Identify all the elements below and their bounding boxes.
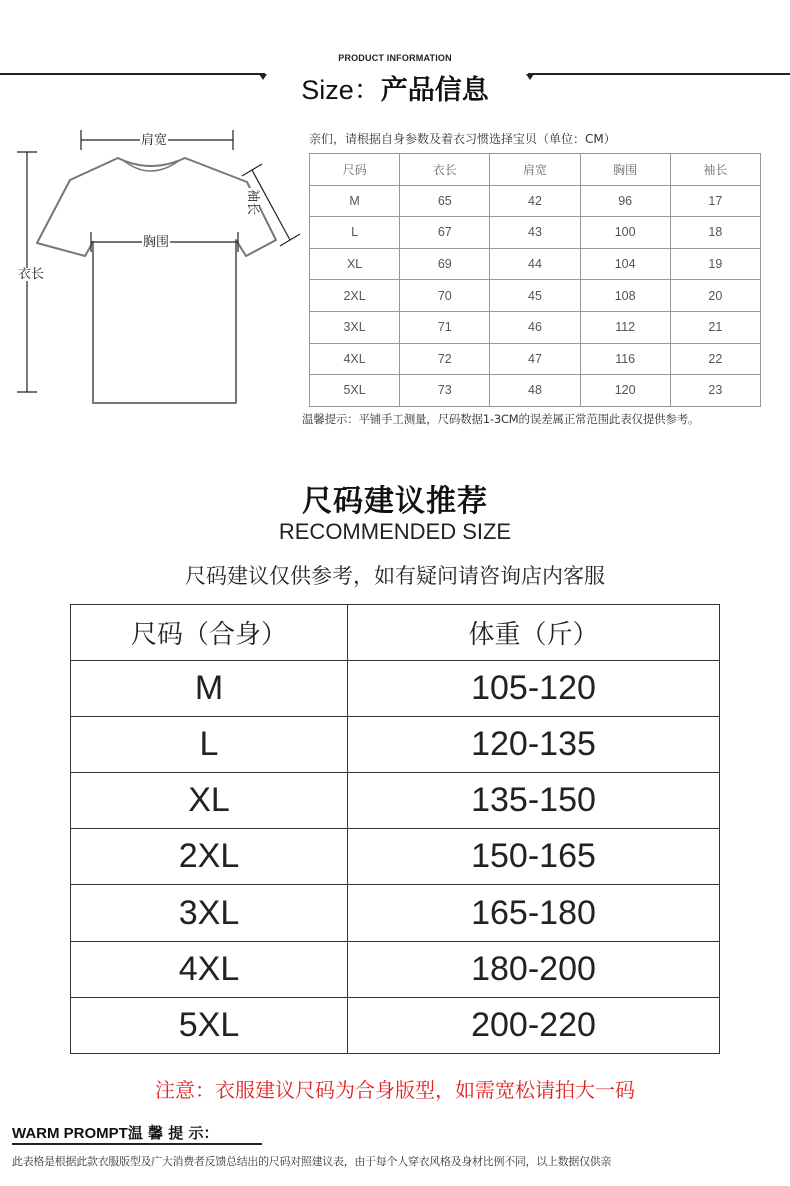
tshirt-outline-icon	[0, 100, 310, 420]
measurement-header-cell: 袖长	[670, 154, 760, 186]
measurement-table	[309, 153, 761, 407]
weight-cell: 105-120	[348, 661, 720, 717]
table-cell: 73	[400, 375, 490, 407]
size-cell: 3XL	[71, 885, 348, 941]
warm-prompt-heading-cn: 温 馨 提 示：	[127, 1124, 219, 1142]
recommendation-header-cell: 尺码（合身）	[71, 605, 348, 661]
table-row	[71, 829, 720, 885]
table-row	[310, 185, 761, 217]
table-cell: 19	[670, 248, 760, 280]
weight-cell: 150-165	[348, 829, 720, 885]
warm-prompt-text: 此表格是根据此款衣服版型及广大消费者反馈总结出的尺码对照建议表，由于每个人穿衣风格及身材比例不同，以上数据仅供亲	[12, 1155, 612, 1168]
size-cell: 2XL	[71, 829, 348, 885]
table-row	[310, 248, 761, 280]
table-cell: 45	[490, 280, 580, 312]
product-information-label: PRODUCT INFORMATION	[338, 53, 452, 63]
table-row	[310, 311, 761, 343]
table-cell: XL	[310, 248, 400, 280]
size-cell: 5XL	[71, 997, 348, 1053]
measurement-header-cell: 衣长	[400, 154, 490, 186]
measurement-header-cell: 肩宽	[490, 154, 580, 186]
table-cell: 96	[580, 185, 670, 217]
table-cell: 104	[580, 248, 670, 280]
table-row	[71, 661, 720, 717]
table-cell: 43	[490, 217, 580, 249]
table-cell: 67	[400, 217, 490, 249]
warm-prompt-rule	[12, 1143, 262, 1145]
table-row	[310, 217, 761, 249]
measurement-tip: 温馨提示：平铺手工测量，尺码数据1-3CM的误差属正常范围此表仅提供参考。	[302, 412, 700, 426]
table-cell: 116	[580, 343, 670, 375]
table-cell: 108	[580, 280, 670, 312]
recommendation-header-row	[71, 605, 720, 661]
table-row	[310, 280, 761, 312]
table-cell: 3XL	[310, 311, 400, 343]
size-cell: M	[71, 661, 348, 717]
length-label: 衣长	[18, 267, 45, 282]
measurement-header-row	[310, 154, 761, 186]
fit-notice: 注意：衣服建议尺码为合身版型，如需宽松请拍大一码	[155, 1078, 635, 1102]
weight-cell: 135-150	[348, 773, 720, 829]
table-cell: 23	[670, 375, 760, 407]
shoulder-width-label: 肩宽	[141, 133, 168, 148]
table-cell: 100	[580, 217, 670, 249]
table-cell: 69	[400, 248, 490, 280]
size-title-cn: 产品信息	[380, 75, 489, 106]
table-cell: 46	[490, 311, 580, 343]
sleeve-label: 袖长	[246, 188, 259, 218]
size-cell: L	[71, 717, 348, 773]
table-cell: 5XL	[310, 375, 400, 407]
header-rule-right	[528, 73, 790, 75]
table-cell: 72	[400, 343, 490, 375]
recommended-size-title: 尺码建议推荐	[302, 484, 488, 519]
table-row	[71, 717, 720, 773]
table-cell: 4XL	[310, 343, 400, 375]
table-cell: 48	[490, 375, 580, 407]
table-cell: M	[310, 185, 400, 217]
table-cell: 42	[490, 185, 580, 217]
measurement-header-cell: 尺码	[310, 154, 400, 186]
measurement-note: 亲们，请根据自身参数及着衣习惯选择宝贝（单位：CM）	[309, 132, 616, 146]
header-triangle-left	[259, 74, 267, 80]
warm-prompt-heading	[12, 1122, 219, 1143]
recommendation-header-cell: 体重（斤）	[348, 605, 720, 661]
table-row	[71, 885, 720, 941]
header-rule-left	[0, 73, 265, 75]
warm-prompt-heading-latin: WARM PROMPT	[12, 1125, 128, 1142]
recommended-size-table	[70, 604, 720, 1054]
table-cell: L	[310, 217, 400, 249]
tshirt-diagram	[0, 100, 310, 420]
header-triangle-right	[526, 74, 534, 80]
size-title-latin: Size：	[301, 75, 381, 105]
table-cell: 112	[580, 311, 670, 343]
table-cell: 70	[400, 280, 490, 312]
table-cell: 44	[490, 248, 580, 280]
weight-cell: 180-200	[348, 941, 720, 997]
table-cell: 20	[670, 280, 760, 312]
table-cell: 17	[670, 185, 760, 217]
size-cell: 4XL	[71, 941, 348, 997]
measurement-header-cell: 胸围	[580, 154, 670, 186]
recommended-size-note: 尺码建议仅供参考，如有疑问请咨询店内客服	[185, 564, 605, 588]
table-cell: 120	[580, 375, 670, 407]
weight-cell: 120-135	[348, 717, 720, 773]
table-cell: 21	[670, 311, 760, 343]
table-row	[310, 343, 761, 375]
table-cell: 65	[400, 185, 490, 217]
chest-label: 胸围	[143, 235, 170, 250]
weight-cell: 200-220	[348, 997, 720, 1053]
table-cell: 71	[400, 311, 490, 343]
table-cell: 47	[490, 343, 580, 375]
table-row	[71, 941, 720, 997]
table-cell: 2XL	[310, 280, 400, 312]
size-cell: XL	[71, 773, 348, 829]
table-cell: 18	[670, 217, 760, 249]
table-row	[310, 375, 761, 407]
weight-cell: 165-180	[348, 885, 720, 941]
table-row	[71, 773, 720, 829]
table-cell: 22	[670, 343, 760, 375]
table-row	[71, 997, 720, 1053]
recommended-size-subtitle: RECOMMENDED SIZE	[278, 519, 512, 544]
